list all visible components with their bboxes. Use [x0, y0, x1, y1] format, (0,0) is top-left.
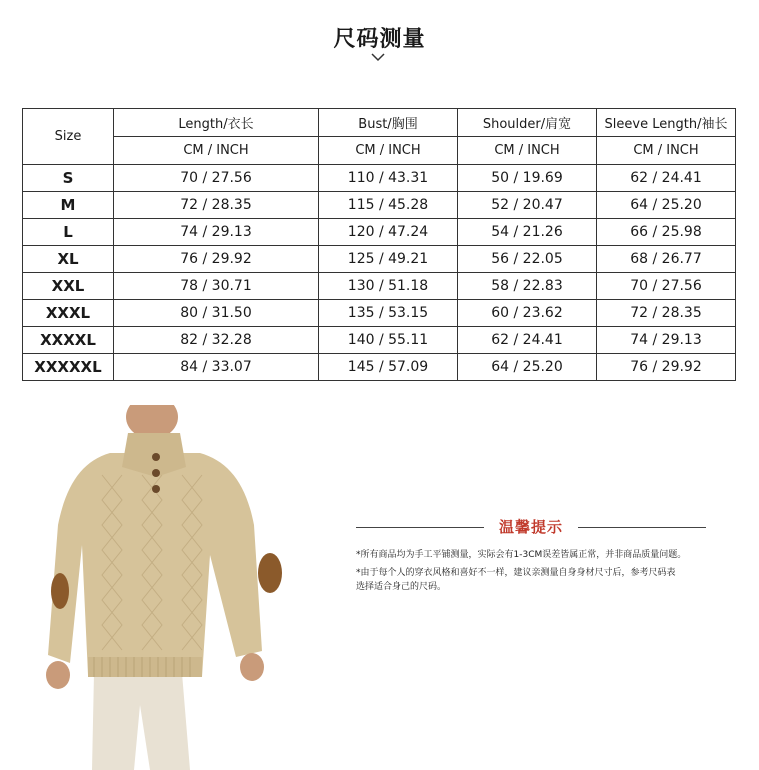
measurement-cell: 125 / 49.21 — [319, 246, 458, 273]
table-row — [23, 300, 736, 327]
column-header-bust: Bust/胸围 — [319, 109, 458, 137]
measurement-cell: 58 / 22.83 — [458, 273, 597, 300]
measurement-cell: 56 / 22.05 — [458, 246, 597, 273]
measurement-cell: 52 / 20.47 — [458, 192, 597, 219]
size-table — [22, 108, 736, 381]
table-row — [23, 165, 736, 192]
unit-label: CM / INCH — [597, 137, 736, 165]
measurement-cell: 64 / 25.20 — [458, 354, 597, 381]
size-cell: XXXXL — [23, 327, 114, 354]
chevron-down-icon — [371, 52, 385, 62]
measurement-cell: 76 / 29.92 — [114, 246, 319, 273]
measurement-cell: 62 / 24.41 — [458, 327, 597, 354]
tip-text: *由于每个人的穿衣风格和喜好不一样，建议亲测量自身身材尺寸后，参考尺码表 选择适合身己的尺码。 — [356, 568, 676, 592]
measurement-cell: 115 / 45.28 — [319, 192, 458, 219]
measurement-cell: 110 / 43.31 — [319, 165, 458, 192]
divider — [578, 527, 706, 528]
measurement-cell: 140 / 55.11 — [319, 327, 458, 354]
size-cell: XL — [23, 246, 114, 273]
measurement-cell: 120 / 47.24 — [319, 219, 458, 246]
size-cell: XXL — [23, 273, 114, 300]
table-row — [23, 354, 736, 381]
table-header-row — [23, 109, 736, 137]
measurement-cell: 130 / 51.18 — [319, 273, 458, 300]
measurement-cell: 135 / 53.15 — [319, 300, 458, 327]
measurement-cell: 72 / 28.35 — [597, 300, 736, 327]
size-cell: S — [23, 165, 114, 192]
measurement-cell: 70 / 27.56 — [114, 165, 319, 192]
table-row — [23, 219, 736, 246]
size-cell: XXXXXL — [23, 354, 114, 381]
table-row — [23, 192, 736, 219]
tips-title: 温馨提示 — [498, 518, 563, 536]
table-unit-row — [23, 137, 736, 165]
tips-section — [356, 514, 706, 594]
size-cell: XXXL — [23, 300, 114, 327]
measurement-cell: 54 / 21.26 — [458, 219, 597, 246]
tips-header — [356, 514, 706, 542]
measurement-cell: 80 / 31.50 — [114, 300, 319, 327]
column-header-shoulder: Shoulder/肩宽 — [458, 109, 597, 137]
tip-text: *所有商品均为手工平铺测量，实际会有1-3CM误差皆属正常，并非商品质量问题。 — [356, 550, 687, 560]
measurement-cell: 78 / 30.71 — [114, 273, 319, 300]
model-wearing-sweater-image — [22, 405, 322, 770]
measurement-cell: 66 / 25.98 — [597, 219, 736, 246]
measurement-cell: 74 / 29.13 — [114, 219, 319, 246]
column-header-sleeve: Sleeve Length/袖长 — [597, 109, 736, 137]
measurement-cell: 72 / 28.35 — [114, 192, 319, 219]
measurement-cell: 74 / 29.13 — [597, 327, 736, 354]
size-cell: M — [23, 192, 114, 219]
measurement-cell: 76 / 29.92 — [597, 354, 736, 381]
measurement-cell: 84 / 33.07 — [114, 354, 319, 381]
measurement-cell: 70 / 27.56 — [597, 273, 736, 300]
measurement-cell: 82 / 32.28 — [114, 327, 319, 354]
measurement-cell: 50 / 19.69 — [458, 165, 597, 192]
unit-label: CM / INCH — [458, 137, 597, 165]
measurement-cell: 64 / 25.20 — [597, 192, 736, 219]
table-row — [23, 246, 736, 273]
page-title: 尺码测量 — [333, 27, 426, 52]
measurement-cell: 68 / 26.77 — [597, 246, 736, 273]
unit-label: CM / INCH — [319, 137, 458, 165]
unit-label: CM / INCH — [114, 137, 319, 165]
measurement-cell: 145 / 57.09 — [319, 354, 458, 381]
size-column-header: Size — [23, 109, 114, 165]
table-row — [23, 273, 736, 300]
column-header-length: Length/衣长 — [114, 109, 319, 137]
measurement-cell: 60 / 23.62 — [458, 300, 597, 327]
table-row — [23, 327, 736, 354]
size-cell: L — [23, 219, 114, 246]
measurement-cell: 62 / 24.41 — [597, 165, 736, 192]
